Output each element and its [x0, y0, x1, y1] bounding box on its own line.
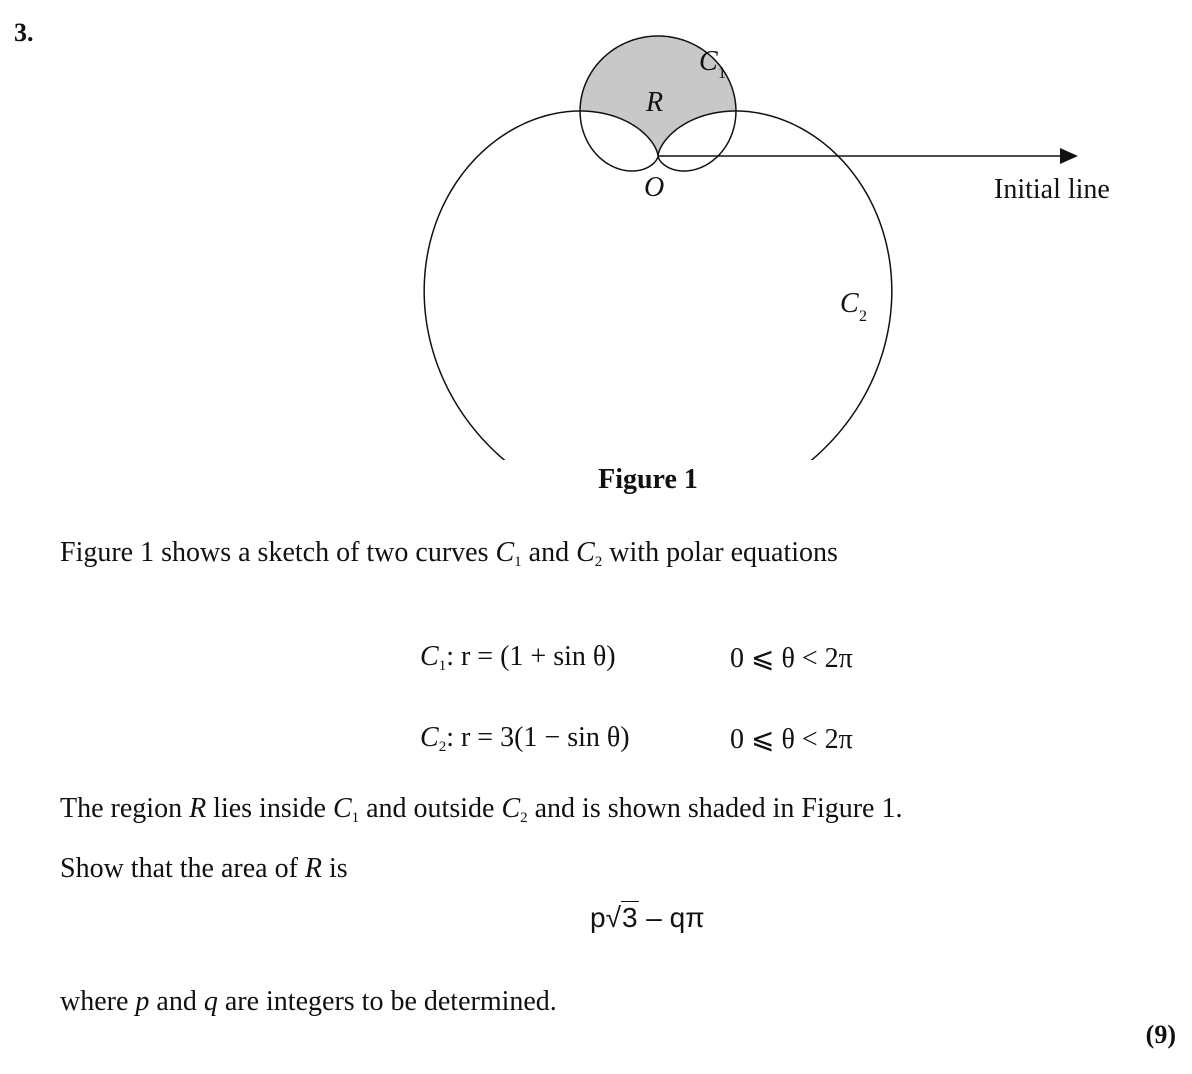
label-c2: C — [840, 288, 859, 319]
intro-c2-sub: 2 — [594, 554, 603, 570]
label-origin: O — [644, 172, 665, 203]
show-text-b: is — [322, 853, 348, 884]
region-c2-sub: 2 — [520, 810, 528, 826]
label-c2-sub: 2 — [859, 308, 867, 325]
polar-curves-figure — [0, 0, 1192, 460]
equation-c1-range: 0 ⩽ θ < 2π — [730, 643, 853, 674]
where-paragraph — [60, 985, 557, 1019]
curve-c2 — [424, 111, 892, 460]
where-p: p — [135, 986, 150, 1017]
eq-c2-body: : r = 3(1 − sin θ) — [446, 722, 630, 753]
show-paragraph — [60, 852, 348, 886]
region-text-c: and outside — [359, 793, 502, 824]
result-p: p — [590, 902, 606, 933]
eq-c1-sub: 1 — [438, 658, 447, 674]
eq-c1-symbol: C — [420, 641, 439, 672]
marks-badge: (9) — [1145, 1020, 1176, 1049]
region-c1-sub: 1 — [351, 810, 360, 826]
intro-text: Figure 1 shows a sketch of two curves — [60, 537, 496, 568]
region-text-a: The region — [60, 793, 190, 824]
sqrt-sign: √3 — [605, 902, 638, 933]
label-c1: C — [699, 46, 718, 77]
arrow-head-icon — [1060, 148, 1078, 164]
where-text-a: where — [60, 986, 136, 1017]
eq-c2-sub: 2 — [438, 739, 447, 755]
result-root: 3 — [621, 902, 638, 933]
intro-c1: C — [495, 537, 515, 568]
intro-c1-sub: 1 — [514, 554, 522, 570]
region-r-symbol: R — [189, 793, 207, 824]
show-r-symbol: R — [304, 853, 323, 884]
region-c2: C — [501, 793, 521, 824]
figure-caption: Figure 1 — [598, 464, 698, 495]
question-number: 3. — [14, 18, 34, 47]
label-initial-line: Initial line — [994, 174, 1110, 205]
intro-c2: C — [576, 537, 595, 568]
show-text-a: Show that the area of — [60, 853, 305, 884]
intro-tail: with polar equations — [602, 537, 838, 568]
eq-c1-body: : r = (1 + sin θ) — [446, 641, 616, 672]
where-text-b: are integers to be determined. — [217, 986, 557, 1017]
equation-c1 — [420, 641, 616, 673]
where-q: q — [203, 986, 218, 1017]
intro-paragraph — [60, 536, 838, 570]
label-region-r: R — [646, 87, 664, 118]
equation-c2 — [420, 722, 630, 754]
where-and: and — [149, 986, 204, 1017]
region-paragraph — [60, 792, 902, 826]
label-c1-sub: 1 — [718, 65, 726, 82]
region-c1: C — [332, 793, 352, 824]
area-expression — [590, 902, 705, 934]
eq-c2-symbol: C — [420, 722, 439, 753]
equation-c2-range: 0 ⩽ θ < 2π — [730, 724, 853, 755]
region-text-d: and is shown shaded in Figure 1. — [527, 793, 903, 824]
result-rest: – qπ — [638, 902, 705, 933]
intro-and: and — [521, 537, 577, 568]
region-text-b: lies inside — [206, 793, 333, 824]
